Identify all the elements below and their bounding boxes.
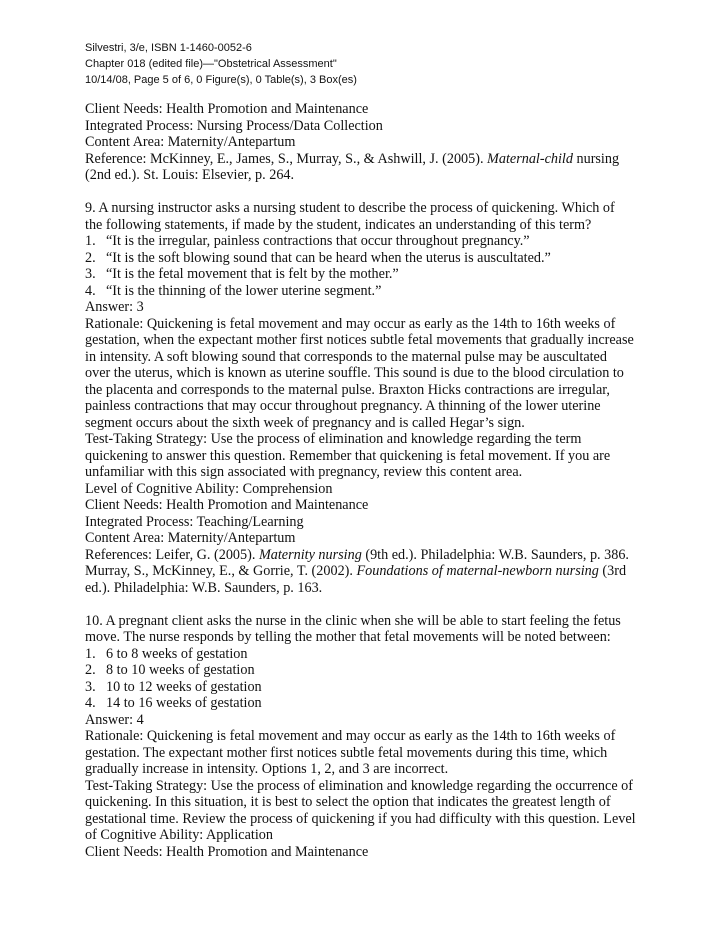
client-needs: Client Needs: Health Promotion and Maintenance [85,843,369,860]
reference-continued: ed.). Philadelphia: W.B. Saunders, p. 163. [85,579,323,596]
strategy-line: quickening to answer this question. Remember that quickening is fetal movement. If you are [85,447,611,464]
option-text: 14 to 16 weeks of gestation [106,695,262,711]
header-line: 10/14/08, Page 5 of 6, 0 Figure(s), 0 Table(s), 3 Box(es) [85,74,357,86]
strategy-line: of Cognitive Ability: Application [85,827,273,843]
question-stem: 10. A pregnant client asks the nurse in the clinic when she will be able to start feeling the fetus [85,612,621,629]
answer: Answer: 3 [85,299,144,315]
option-text: 6 to 8 weeks of gestation [106,645,248,662]
rationale-line: gradually increase in intensity. Options 1, 2, and 3 are incorrect. [85,761,449,777]
reference-prefix: Murray, S., McKinney, E., & Gorrie, T. (2002). [85,563,357,579]
integrated-process: Integrated Process: Nursing Process/Data Collection [85,117,383,134]
client-needs: Client Needs: Health Promotion and Maintenance [85,101,369,117]
rationale-line: in intensity. A soft blowing sound that corresponds to the maternal pulse may be auscultated [85,348,607,365]
rationale-line: the placenta and corresponds to the maternal pulse. Braxton Hicks contractions are irregular, [85,381,610,398]
reference-suffix: nursing [572,150,620,167]
rationale [85,728,705,778]
option-item [85,695,705,712]
reference-suffix: (9th ed.). Philadelphia: W.B. Saunders, p. 386. [361,546,629,563]
rationale-line: painless contractions that may occur throughout pregnancy. A thinning of the lower uterine [85,398,601,414]
question-stem: 9. A nursing instructor asks a nursing student to describe the process of quickening. Which of [85,200,615,216]
option-text: “It is the soft blowing sound that can be heard when the uterus is auscultated.” [106,249,551,266]
reference-prefix: References: Leifer, G. (2005). [85,546,259,563]
option-text: “It is the fetal movement that is felt by the mother.” [106,266,399,282]
reference-suffix: (3rd [598,563,627,579]
rationale [85,316,705,432]
rationale-line: gestation, when the expectant mother first notices subtle fetal movements that gradually increase [85,332,634,348]
header-line: Silvestri, 3/e, ISBN 1-1460-0052-6 [85,42,252,54]
option-item [85,266,705,283]
reference-prefix: Reference: McKinney, E., James, S., Murray, S., & Ashwill, J. (2005). [85,150,488,167]
option-item [85,250,705,267]
question-10 [85,613,705,861]
rationale-line: Rationale: Quickening is fetal movement and may occur as early as the 14th to 16th weeks of [85,728,616,744]
option-number: 1. [85,645,96,662]
option-number: 3. [85,266,96,282]
option-item [85,233,705,250]
strategy-line: quickening. In this situation, it is best to select the option that indicates the greatest length of [85,794,611,810]
content-area: Content Area: Maternity/Antepartum [85,530,296,546]
client-needs: Client Needs: Health Promotion and Maintenance [85,497,369,513]
strategy-line: unfamiliar with this sign associated with pregnancy, review this content area. [85,464,523,480]
document-page [85,40,705,860]
header-line: Chapter 018 (edited file)—"Obstetrical Assessment" [85,58,337,70]
question-stem: move. The nurse responds by telling the mother that fetal movements will be noted between: [85,629,611,645]
reference-title: Foundations of maternal-newborn nursing [356,563,599,579]
option-list [85,646,705,712]
option-item [85,283,705,300]
rationale-line: gestation. The expectant mother first notices subtle fetal movements during this time, which [85,744,608,761]
question-stem: the following statements, if made by the student, indicates an understanding of this term? [85,216,592,233]
reference-title: Maternal-child [487,150,573,167]
option-number: 1. [85,233,96,249]
option-text: 10 to 12 weeks of gestation [106,678,262,695]
option-text: “It is the irregular, painless contractions that occur throughout pregnancy.” [106,233,530,249]
reference [85,547,705,564]
document-body [85,101,705,860]
option-text: “It is the thinning of the lower uterine segment.” [106,282,382,299]
option-number: 4. [85,695,96,711]
reference [85,151,705,168]
option-number: 2. [85,249,96,266]
rationale-line: Rationale: Quickening is fetal movement and may occur as early as the 14th to 16th weeks of [85,315,616,332]
page-header [85,40,705,88]
paragraph-gap [85,184,705,201]
option-number: 2. [85,662,96,678]
cognitive-level: Level of Cognitive Ability: Comprehension [85,480,333,497]
paragraph-gap [85,596,705,613]
option-item [85,679,705,696]
answer: Answer: 4 [85,711,144,728]
rationale-line: over the uterus, which is known as uterine souffle. This sound is due to the blood circulation to [85,365,624,381]
rationale-line: segment occurs about the sixth week of pregnancy and is called Hegar’s sign. [85,414,525,431]
test-taking-strategy [85,431,705,481]
option-number: 4. [85,282,96,299]
content-area: Content Area: Maternity/Antepartum [85,134,296,150]
strategy-line: Test-Taking Strategy: Use the process of elimination and knowledge regarding the term [85,431,582,447]
option-number: 3. [85,678,96,695]
option-text: 8 to 10 weeks of gestation [106,662,255,678]
reference [85,563,705,580]
reference-title: Maternity nursing [258,546,362,563]
strategy-line: Test-Taking Strategy: Use the process of elimination and knowledge regarding the occurrence of [85,777,633,794]
option-item [85,646,705,663]
test-taking-strategy [85,778,705,844]
integrated-process: Integrated Process: Teaching/Learning [85,513,304,530]
strategy-line: gestational time. Review the process of quickening if you had difficulty with this question. Level [85,810,636,827]
option-item [85,662,705,679]
option-list [85,233,705,299]
reference-continued: (2nd ed.). St. Louis: Elsevier, p. 264. [85,167,295,183]
question-9 [85,200,705,596]
